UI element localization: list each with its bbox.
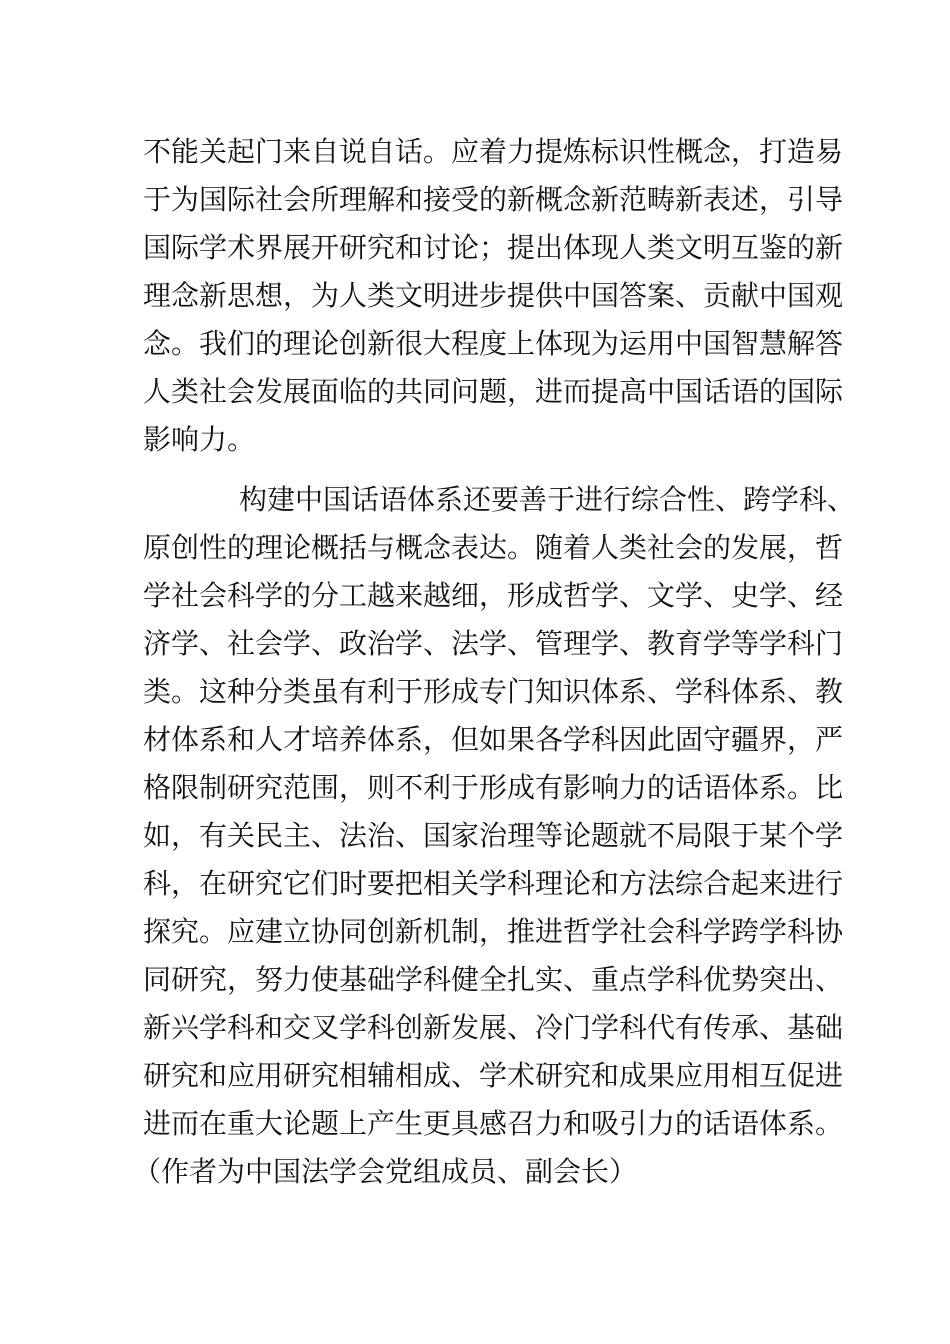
paragraph-line: 济学、社会学、政治学、法学、管理学、教育学等学科门 <box>143 627 844 660</box>
paragraph-line: 人类社会发展面临的共同问题，进而提高中国话语的国际 <box>143 375 844 408</box>
paragraph-gap <box>143 464 813 476</box>
paragraph-line: 新兴学科和交叉学科创新发展、冷门学科代有传承、基础 <box>143 1011 844 1044</box>
paragraph-line: 不能关起门来自说自话。应着力提炼标识性概念，打造易 <box>143 135 844 168</box>
paragraph-line: 探究。应建立协同创新机制，推进哲学社会科学跨学科协 <box>143 915 844 948</box>
paragraph-2 <box>143 476 856 1148</box>
author-note: （作者为中国法学会党组成员、副会长） <box>133 1155 638 1188</box>
paragraph-1 <box>143 128 844 464</box>
paragraph-line: 如，有关民主、法治、国家治理等论题就不局限于某个学 <box>143 819 844 852</box>
article-body <box>133 128 856 1196</box>
paragraph-line: 于为国际社会所理解和接受的新概念新范畴新表述，引导 <box>143 183 844 216</box>
paragraph-line: 研究和应用研究相辅相成、学术研究和成果应用相互促进 <box>143 1059 844 1092</box>
paragraph-line: 学社会科学的分工越来越细，形成哲学、文学、史学、经 <box>143 579 844 612</box>
paragraph-line: 进而在重大论题上产生更具感召力和吸引力的话语体系。 <box>143 1107 844 1140</box>
paragraph-line: 格限制研究范围，则不利于形成有影响力的话语体系。比 <box>143 771 844 804</box>
paragraph-line: 影响力。 <box>143 423 256 456</box>
paragraph-line: 原创性的理论概括与概念表达。随着人类社会的发展，哲 <box>143 531 844 564</box>
paragraph-line: 同研究，努力使基础学科健全扎实、重点学科优势突出、 <box>143 963 844 996</box>
paragraph-line: 类。这种分类虽有利于形成专门知识体系、学科体系、教 <box>143 675 844 708</box>
paragraph-line: 科，在研究它们时要把相关学科理论和方法综合起来进行 <box>143 867 844 900</box>
paragraph-line: 国际学术界展开研究和讨论；提出体现人类文明互鉴的新 <box>143 231 844 264</box>
paragraph-line: 构建中国话语体系还要善于进行综合性、跨学科、 <box>239 483 856 516</box>
paragraph-line: 念。我们的理论创新很大程度上体现为运用中国智慧解答 <box>143 327 844 360</box>
paragraph-line: 材体系和人才培养体系，但如果各学科因此固守疆界，严 <box>143 723 844 756</box>
paragraph-line: 理念新思想，为人类文明进步提供中国答案、贡献中国观 <box>143 279 844 312</box>
